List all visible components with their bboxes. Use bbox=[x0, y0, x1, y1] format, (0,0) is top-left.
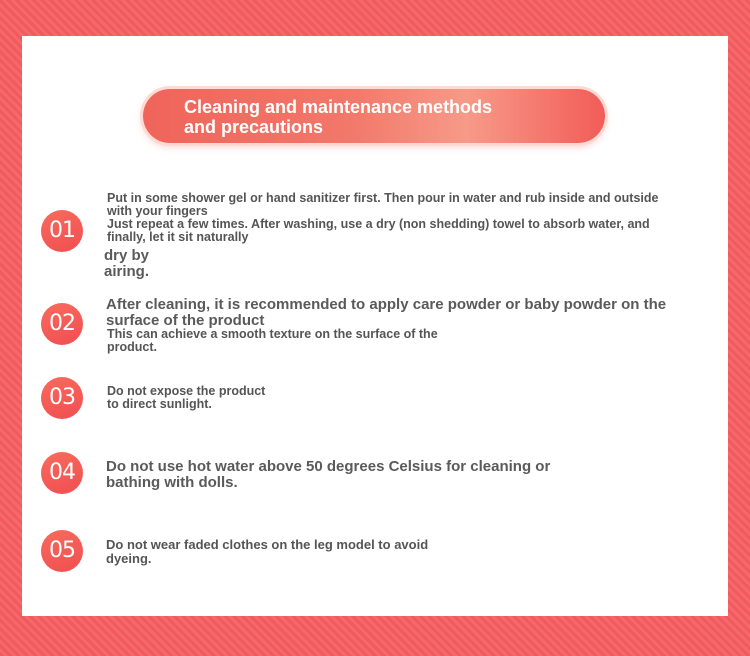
step-number-badge: 05 bbox=[41, 530, 83, 572]
step-5-text bbox=[106, 538, 428, 566]
step-text-line: finally, let it sit naturally bbox=[107, 230, 249, 244]
title-banner bbox=[143, 89, 605, 143]
step-text-line: bathing with dolls. bbox=[106, 474, 238, 491]
step-text-line: This can achieve a smooth texture on the surface of the bbox=[107, 327, 438, 341]
step-text-line: Do not wear faded clothes on the leg model to avoid bbox=[106, 537, 429, 552]
step-text-line: product. bbox=[107, 340, 157, 354]
step-text-line: Just repeat a few times. After washing, use a dry (non shedding) towel to absorb water, and bbox=[107, 217, 650, 231]
step-text-line: with your fingers bbox=[107, 204, 208, 218]
step-text-line: Do not use hot water above 50 degrees Celsius for cleaning or bbox=[106, 458, 551, 475]
step-number-badge: 02 bbox=[41, 303, 83, 345]
step-number-badge: 04 bbox=[41, 452, 83, 494]
step-text-line: dyeing. bbox=[106, 551, 152, 566]
step-2-extra-text bbox=[107, 328, 438, 354]
step-text-line: Do not expose the product bbox=[107, 384, 266, 398]
step-1-extra-text bbox=[104, 248, 149, 280]
step-text-line: to direct sunlight. bbox=[107, 397, 212, 411]
step-text-line: After cleaning, it is recommended to apply care powder or baby powder on the bbox=[106, 296, 667, 313]
step-4-text bbox=[106, 459, 550, 491]
content-panel bbox=[22, 36, 728, 616]
step-3-text bbox=[107, 385, 265, 411]
step-1-text bbox=[107, 192, 658, 244]
step-text-line: dry by bbox=[104, 247, 150, 264]
title-line: and precautions bbox=[184, 117, 324, 137]
step-2-text bbox=[106, 297, 666, 329]
step-number-badge: 01 bbox=[41, 210, 83, 252]
step-number-badge: 03 bbox=[41, 377, 83, 419]
step-text-line: airing. bbox=[104, 263, 150, 280]
page-title bbox=[184, 97, 584, 137]
step-text-line: Put in some shower gel or hand sanitizer first. Then pour in water and rub inside and outside bbox=[107, 191, 659, 205]
step-text-line: surface of the product bbox=[106, 312, 265, 329]
title-line: Cleaning and maintenance methods bbox=[184, 97, 493, 117]
